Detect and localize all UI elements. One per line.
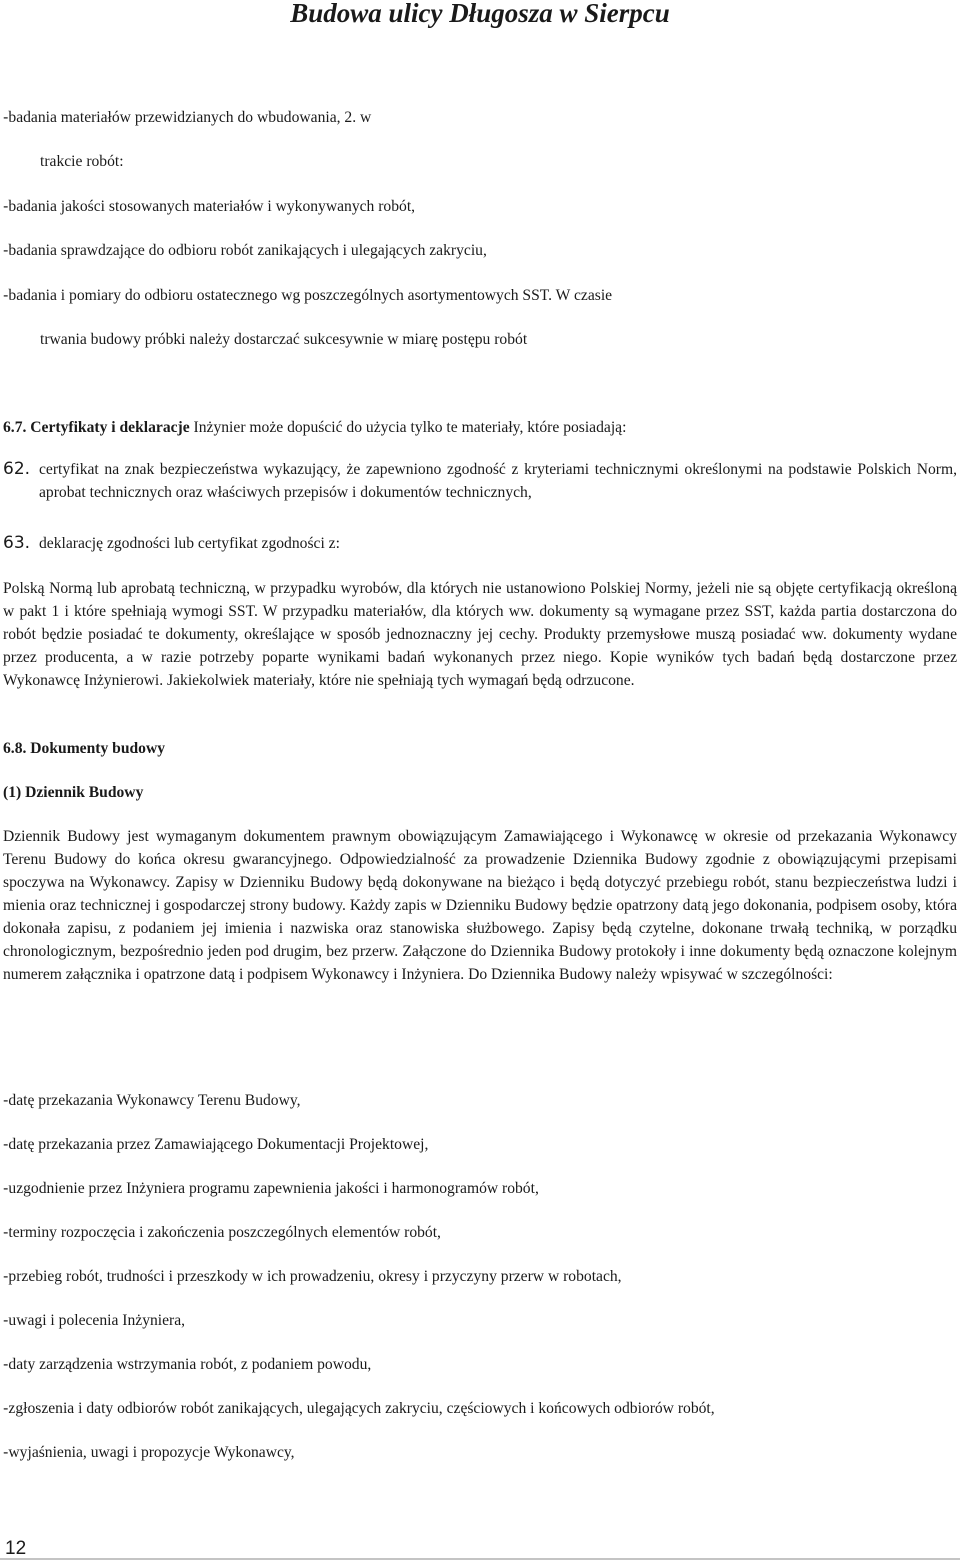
- section-heading-6-7: 6.7. Certyfikaty i deklaracje Inżynier może dopuścić do użycia tylko te materiały, które posiadają:: [3, 419, 627, 436]
- numbered-item-62-text: certyfikat na znak bezpieczeństwa wykazujący, że zapewniono zgodność z kryteriami technicznymi określonymi na podstawie Polskich Norm, aprobat technicznych oraz właściwych przepisów i dokumentów technicznych,: [39, 461, 957, 501]
- list-item: -daty zarządzenia wstrzymania robót, z podaniem powodu,: [3, 1355, 372, 1373]
- paragraph-certyfikacja: Polską Normą lub aprobatą techniczną, w przypadku wyrobów, dla których nie ustanowiono Polskiej Normy, jeżeli nie są objęte certyfikacją określoną w pakt 1 i które spełniają wymogi SST. W przypadku materiałów, dla których ww. dokumenty są wymagane przez SST, każda partia dostarczona do robót będzie posiadać te dokumenty, określające w sposób jednoznaczny jej cechy. Produkty przemysłowe muszą posiadać ww. dokumenty wydane przez producenta, a w razie potrzeby poparte wynikami badań wykonanych przez niego. Kopie wyników tych badań będą dostarczone przez Wykonawcę Inżynierowi. Jakiekolwiek materiały, które nie spełniają tych wymagań będą odrzucone.: [3, 580, 957, 689]
- list-item: -wyjaśnienia, uwagi i propozycje Wykonawcy,: [3, 1443, 295, 1461]
- numbered-item-63-text: deklarację zgodności lub certyfikat zgodności z:: [39, 535, 340, 552]
- subsection-heading-dziennik: (1) Dziennik Budowy: [3, 784, 144, 801]
- list-item-continuation: trakcie robót:: [40, 153, 124, 170]
- list-item-continuation: trwania budowy próbki należy dostarczać sukcesywnie w miarę postępu robót: [40, 331, 528, 348]
- list-item: -badania i pomiary do odbioru ostatecznego wg poszczególnych asortymentowych SST. W czasie: [3, 286, 613, 304]
- footer-rule: [0, 1555, 960, 1563]
- list-item: -przebieg robót, trudności i przeszkody w ich prowadzeniu, okresy i przyczyny przerw w robotach,: [3, 1267, 622, 1285]
- list-item: -uwagi i polecenia Inżyniera,: [3, 1311, 186, 1329]
- list-item: -badania materiałów przewidzianych do wbudowania, 2. w: [3, 108, 372, 126]
- list-item: -datę przekazania przez Zamawiającego Dokumentacji Projektowej,: [3, 1135, 429, 1153]
- section-heading-6-8: 6.8. Dokumenty budowy: [3, 740, 166, 757]
- list-item: -datę przekazania Wykonawcy Terenu Budowy,: [3, 1091, 301, 1109]
- list-item: -badania jakości stosowanych materiałów i wykonywanych robót,: [3, 197, 416, 215]
- list-item: -terminy rozpoczęcia i zakończenia poszczególnych elementów robót,: [3, 1223, 441, 1241]
- list-item: -uzgodnienie przez Inżyniera programu zapewnienia jakości i harmonogramów robót,: [3, 1179, 539, 1197]
- paragraph-dziennik: Dziennik Budowy jest wymaganym dokumentem prawnym obowiązującym Zamawiającego i Wykonawcę w okresie od przekazania Wykonawcy Terenu Budowy do końca okresu gwarancyjnego. Odpowiedzialność za prowadzenie Dziennika Budowy zgodnie z obowiązującymi przepisami spoczywa na Wykonawcy. Zapisy w Dzienniku Budowy będą dokonywane na bieżąco i będą dotyczyć przebiegu robót, stanu bezpieczeństwa ludzi i mienia oraz technicznej i gospodarczej strony budowy. Każdy zapis w Dzienniku Budowy będzie opatrzony datą jego dokonania, podpisem osoby, która dokonała zapisu, z podaniem jej imienia i nazwiska oraz stanowiska służbowego. Zapisy będą czytelne, dokonane trwałą techniką, w porządku chronologicznym, bezpośrednio jeden pod drugim, bez przerw. Załączone do Dziennika Budowy protokoły i inne dokumenty będą oznaczone kolejnym numerem załącznika i opatrzone datą i podpisem Wykonawcy i Inżyniera. Do Dziennika Budowy należy wpisywać w szczególności:: [3, 828, 957, 983]
- list-item: -badania sprawdzające do odbioru robót zanikających i ulegających zakryciu,: [3, 241, 487, 259]
- list-item: -zgłoszenia i daty odbiorów robót zanikających, ulegających zakryciu, częściowych i końcowych odbiorów robót,: [3, 1399, 715, 1417]
- numbered-item-62: 62.: [3, 459, 31, 479]
- page-header-title: Budowa ulicy Długosza w Sierpcu: [290, 0, 670, 28]
- numbered-item-63: 63.: [3, 533, 31, 553]
- page-number: 12: [5, 1538, 27, 1559]
